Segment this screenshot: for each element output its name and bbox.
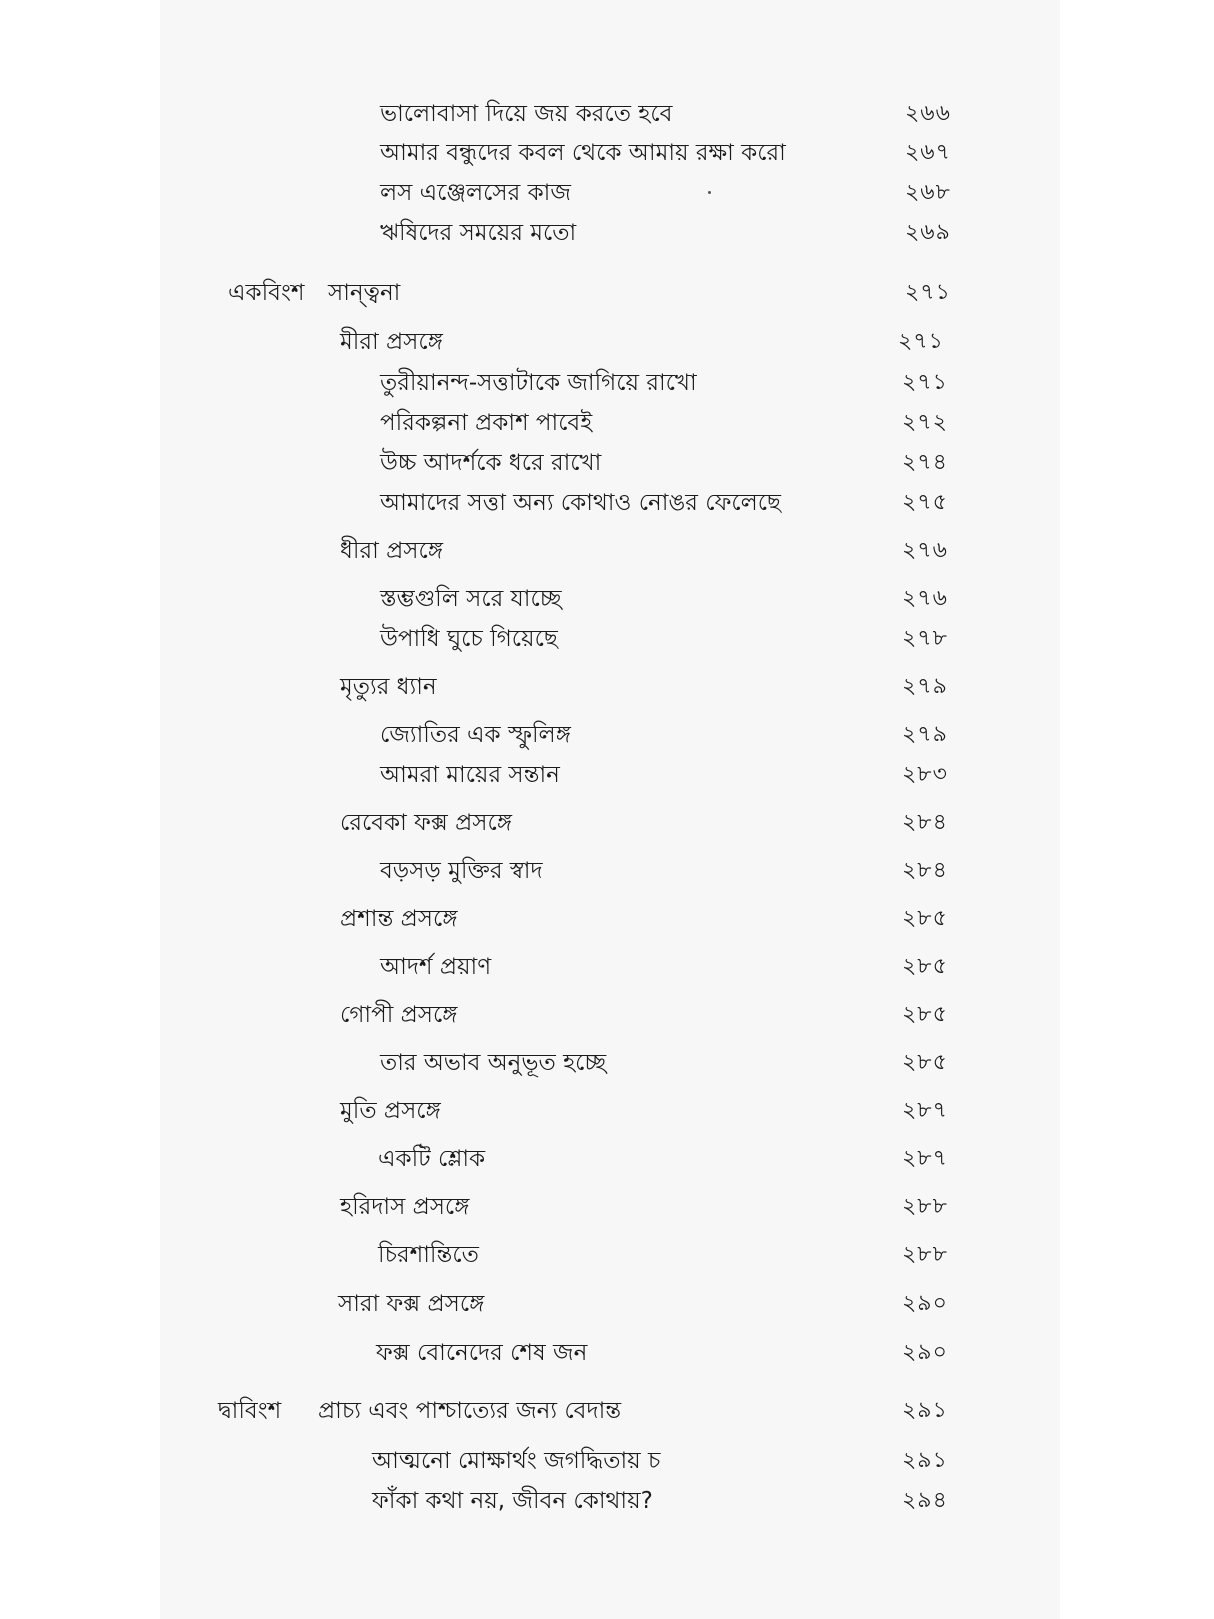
toc-entry-page: ২৮৪ (902, 858, 948, 883)
toc-entry (380, 136, 950, 170)
toc-chapter-entry (218, 1394, 950, 1428)
toc-section-entry (340, 998, 950, 1032)
toc-entry-page: ২৮৪ (902, 810, 948, 835)
toc-entry-page: ২৭৮ (902, 626, 948, 651)
toc-entry-title: তার অভাব অনুভূত হচ্ছে (380, 1050, 607, 1076)
toc-section-title: সারা ফক্স প্রসঙ্গে (338, 1291, 485, 1317)
toc-section-entry (340, 806, 950, 840)
toc-section-title: রেবেকা ফক্স প্রসঙ্গে (340, 810, 512, 836)
toc-chapter-title: প্রাচ্য এবং পাশ্চাত্যের জন্য বেদান্ত (318, 1398, 622, 1424)
toc-entry-title: লস এঞ্জেলসের কাজ (380, 180, 571, 206)
toc-entry-title: বড়সড় মুক্তির স্বাদ (380, 858, 543, 884)
stray-mark (708, 191, 711, 194)
toc-entry-title: চিরশান্তিতে (378, 1242, 479, 1268)
toc-entry-page: ২৭৯ (902, 722, 948, 747)
toc-entry-title: উচ্চ আদর্শকে ধরে রাখো (380, 450, 602, 476)
toc-entry-page: ২৯১ (902, 1448, 948, 1473)
toc-entry (380, 97, 950, 131)
toc-entry-page: ২৬৭ (905, 140, 951, 165)
toc-entry (380, 366, 950, 400)
toc-entry-page: ২৭১ (898, 329, 944, 354)
toc-entry-title: আমরা মায়ের সন্তান (380, 762, 560, 788)
chapter-number: দ্বাবিংশ (218, 1398, 282, 1424)
toc-entry (378, 1142, 950, 1176)
toc-section-entry (340, 902, 950, 936)
toc-entry-title: পরিকল্পনা প্রকাশ পাবেই (380, 410, 593, 436)
toc-entry-page: ২৬৮ (905, 180, 951, 205)
toc-entry (380, 758, 950, 792)
toc-entry-page: ২৮৩ (902, 762, 948, 787)
toc-entry-page: ২৭৫ (902, 490, 948, 515)
toc-entry-title: আমার বন্ধুদের কবল থেকে আমায় রক্ষা করো (380, 140, 786, 166)
toc-entry-title: আমাদের সত্তা অন্য কোথাও নোঙর ফেলেছে (380, 490, 781, 516)
toc-entry-page: ২৮৮ (902, 1194, 948, 1219)
toc-entry-page: ২৮৫ (902, 906, 948, 931)
toc-entry-page: ২৯৪ (902, 1488, 948, 1513)
toc-entry-title: জ্যোতির এক স্ফুলিঙ্গ (380, 722, 571, 748)
toc-section-entry (340, 1190, 950, 1224)
toc-section-title: মীরা প্রসঙ্গে (340, 329, 443, 355)
toc-entry (380, 446, 950, 480)
toc-entry (378, 1238, 950, 1272)
toc-entry-page: ২৮৫ (902, 954, 948, 979)
toc-entry-title: ঋষিদের সময়ের মতো (380, 220, 577, 246)
toc-entry-page: ২৮৭ (902, 1146, 948, 1171)
chapter-number: একবিংশ (228, 280, 305, 306)
toc-chapter-title: সান্ত্বনা (328, 280, 401, 306)
toc-section-entry (338, 1287, 950, 1321)
toc-entry-title: আত্মনো মোক্ষার্থং জগদ্ধিতায় চ (372, 1448, 661, 1474)
toc-entry-page: ২৬৬ (905, 101, 951, 126)
toc-entry-page: ২৭১ (905, 280, 951, 305)
toc-entry-page: ২৭২ (902, 410, 948, 435)
toc-section-entry (340, 534, 950, 568)
toc-entry-page: ২৮৮ (902, 1242, 948, 1267)
toc-entry-page: ২৮৭ (902, 1098, 948, 1123)
toc-entry-title: ফাঁকা কথা নয়, জীবন কোথায়? (372, 1488, 653, 1514)
toc-entry-page: ২৯০ (902, 1340, 948, 1365)
toc-entry-title: স্তম্ভগুলি সরে যাচ্ছে (380, 586, 562, 612)
toc-entry-page: ২৭৯ (902, 674, 948, 699)
toc-entry (380, 1046, 950, 1080)
toc-section-entry (340, 1094, 950, 1128)
toc-entry-title: তুরীয়ানন্দ-সত্তাটাকে জাগিয়ে রাখো (380, 370, 697, 396)
toc-entry-page: ২৭৪ (902, 450, 948, 475)
toc-entry-page: ২৮৫ (902, 1050, 948, 1075)
toc-entry-page: ২৮৫ (902, 1002, 948, 1027)
toc-entry (380, 582, 950, 616)
toc-entry-title: ফক্স বোনেদের শেষ জন (376, 1340, 588, 1366)
toc-chapter-entry (228, 276, 950, 310)
toc-section-title: প্রশান্ত প্রসঙ্গে (340, 906, 458, 932)
toc-section-title: গোপী প্রসঙ্গে (340, 1002, 458, 1028)
toc-entry-page: ২৯০ (902, 1291, 948, 1316)
toc-entry (380, 718, 950, 752)
toc-section-title: হরিদাস প্রসঙ্গে (340, 1194, 470, 1220)
toc-entry-title: ভালোবাসা দিয়ে জয় করতে হবে (380, 101, 673, 127)
toc-section-title: ধীরা প্রসঙ্গে (340, 538, 443, 564)
toc-entry-page: ২৭১ (902, 370, 948, 395)
toc-entry (380, 486, 950, 520)
toc-entry (380, 950, 950, 984)
toc-entry (380, 216, 950, 250)
toc-entry-page: ২৭৬ (902, 586, 948, 611)
toc-entry-page: ২৬৯ (905, 220, 951, 245)
toc-section-entry (340, 670, 950, 704)
toc-entry (372, 1444, 950, 1478)
toc-section-title: মৃত্যুর ধ্যান (340, 674, 437, 700)
toc-entry-title: একটি শ্লোক (378, 1146, 486, 1172)
toc-entry (380, 406, 950, 440)
toc-entry-page: ২৯১ (902, 1398, 948, 1423)
toc-entry-page: ২৭৬ (902, 538, 948, 563)
toc-entry (380, 854, 950, 888)
toc-entry (380, 622, 950, 656)
toc-entry-title: আদর্শ প্রয়াণ (380, 954, 492, 980)
toc-section-title: মুতি প্রসঙ্গে (340, 1098, 441, 1124)
toc-entry (376, 1336, 950, 1370)
toc-entry-title: উপাধি ঘুচে গিয়েছে (380, 626, 558, 652)
toc-entry (372, 1484, 950, 1518)
toc-section-entry (340, 325, 950, 359)
toc-entry (380, 176, 950, 210)
